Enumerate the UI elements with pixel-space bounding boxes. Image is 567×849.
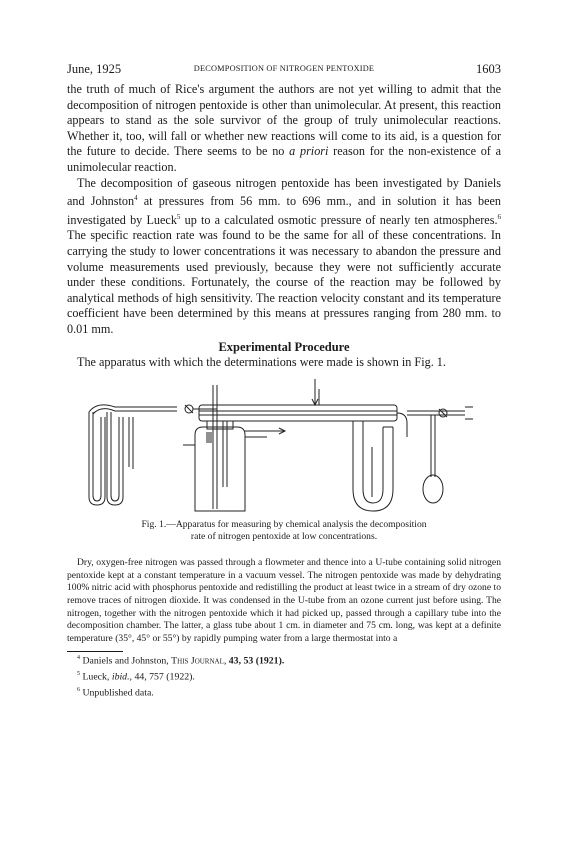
italic-a-priori: a priori <box>289 144 329 159</box>
absorption-bottle <box>183 385 245 511</box>
experimental-details <box>67 557 501 645</box>
u-trap <box>353 413 407 511</box>
right-bulb <box>407 407 473 503</box>
body-text <box>67 82 501 371</box>
left-u-tubes <box>89 405 177 505</box>
footnote-5 <box>77 668 501 684</box>
footnote-6 <box>77 684 501 700</box>
footnote-5-ref: 44, 757 (1922). <box>134 671 195 683</box>
footnote-4-ref: 43, 53 (1921). <box>228 655 285 667</box>
footnote-5-author: Lueck, <box>82 671 110 683</box>
running-header <box>67 62 501 82</box>
footnote-4-journal: This Journal, <box>171 655 227 667</box>
footnote-4-authors: Daniels and Johnston, <box>82 655 169 667</box>
header-running-title: DECOMPOSITION OF NITROGEN PENTOXIDE <box>193 64 375 73</box>
section-heading: Experimental Procedure <box>218 339 350 354</box>
footnote-ref-6[interactable]: 6 <box>497 212 502 221</box>
footnote-ref-4[interactable]: 4 <box>134 194 138 203</box>
paragraph-2-part-b: at pressures from 56 mm. to 696 mm., and in solution it has been investigated by Lueck <box>67 194 501 227</box>
figure-1-apparatus <box>67 377 501 517</box>
caption-line-1: Fig. 1.—Apparatus for measuring by chemical analysis the decomposition <box>141 518 427 530</box>
footnote-5-ibid: ibid., <box>111 671 132 683</box>
header-page-number: 1603 <box>476 62 501 76</box>
paragraph-2-part-c: up to a calculated osmotic pressure of nearly ten atmospheres. <box>184 212 498 227</box>
figure-caption <box>67 519 501 543</box>
footnote-4-number: 4 <box>77 655 80 662</box>
paragraph-2 <box>67 176 501 338</box>
stopcock <box>185 405 217 413</box>
decomposition-chamber <box>199 379 397 437</box>
paragraph-2-part-d: The specific reaction rate was found to be the same for all of these concentrations. In carrying the study to lower concentrations it was necessary to abandon the pressure and volume measurements used previously, because they were not sufficiently accurate under these conditions. Fortunately, the course of the reaction may be followed by analytical methods of high sensitivity. The reaction velocity constant and its temperature coefficient have been determined by this means at pressures ranging from 280 mm. to 0.01 mm. <box>67 228 501 337</box>
paragraph-1-end: reason for the non-existence of a unimolecular reaction. <box>67 144 502 174</box>
caption-line-2: rate of nitrogen pentoxide at low concentrations. <box>190 531 378 543</box>
footnote-5-number: 5 <box>77 671 80 678</box>
page <box>67 62 501 700</box>
paragraph-1-text: the truth of much of Rice's argument the authors are not yet willing to admit that the decomposition of nitrogen pentoxide is other than unimolecular. At present, this reaction appears to stand as the sole survivor of the group of truly unimolecular reactions. Whether it, too, will fall or whether new reactions will come to its aid, is a question for the future to decide. There seems to be no <box>67 82 501 159</box>
footnote-6-number: 6 <box>77 687 80 694</box>
paragraph-1 <box>67 82 501 176</box>
paragraph-2-part-a: The decomposition of gaseous nitrogen pentoxide has been investigated by Daniels and Johnston <box>67 175 501 209</box>
header-date: June, 1925 <box>67 62 122 76</box>
small-paragraph: Dry, oxygen-free nitrogen was passed through a flowmeter and thence into a U-tube containing solid nitrogen pentoxide kept at a constant temperature in a vacuum vessel. The nitrogen pentoxide was made by dehydrating 100% nitric acid with phosphorus pentoxide and redistilling the product at least twice in a stream of dry ozone to remove traces of nitrogen dioxide. It was condensed in the U-tube from an ozone current just before using. The nitrogen, together with the nitrogen pentoxide which it had picked up, passed through a capillary tube into the decomposition chamber. The latter, a glass tube about 1 cm. in diameter and 75 cm. long, was kept at a definite temperature (35°, 45° or 55°) by rapidly pumping water from a large thermostat into a <box>67 557 501 644</box>
paragraph-3: The apparatus with which the determinations were made is shown in Fig. 1. <box>77 355 446 370</box>
footnote-6-text: Unpublished data. <box>82 687 154 699</box>
apparatus-drawing <box>67 377 501 517</box>
footnote-ref-5[interactable]: 5 <box>176 212 181 221</box>
footnote-4 <box>77 652 501 668</box>
